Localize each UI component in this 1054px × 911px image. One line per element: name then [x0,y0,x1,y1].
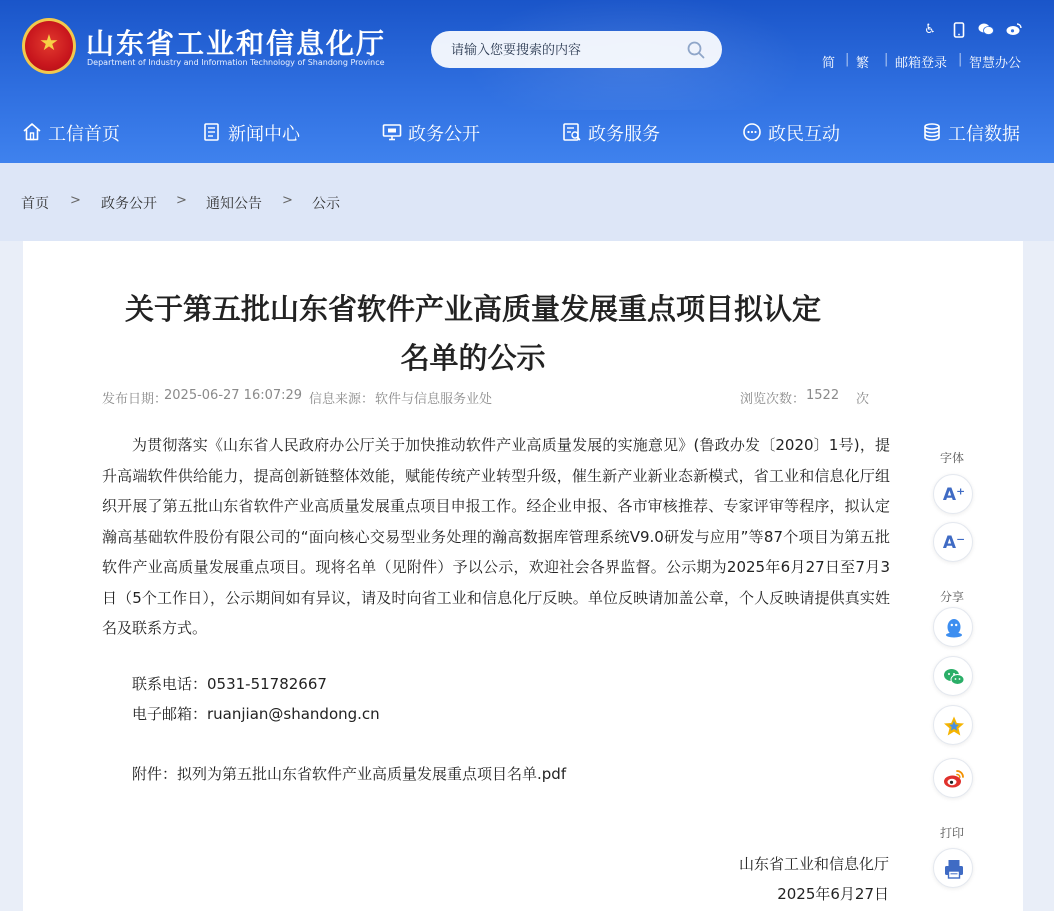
print-label: 打印 [940,826,965,840]
separator: | [958,52,963,67]
site-subtitle: Department of Industry and Information Technology of Shandong Province [87,58,385,67]
news-icon [202,122,222,142]
simplified-chinese-link[interactable]: 简 [822,56,836,71]
database-icon [922,122,942,142]
wechat-icon[interactable] [978,22,994,38]
article-body: 为贯彻落实《山东省人民政府办公厅关于加快推动软件产业高质量发展的实施意见》(鲁政办发〔2020〕1号)，提升高端软件供给能力，提高创新链整体效能，赋能传统产业转型升级，催生新产业新业态新模式，省工业和信息化厅组织开展了第五批山东省软件产业高质量发展重点项目申报工作。经企业申报、各市审核推荐、专家评审等程序，拟认定瀚高基础软件股份有限公司的“面向核心交易型业务处理的瀚高数据库管理系统V9.0研发与应用”等87个项目为第五批软件产业高质量发展重点项目。现将名单（见附件）予以公示，欢迎社会各界监督。公示期为2025年6月27日至7月3日（5个工作日），公示期间如有异议，请及时向省工业和信息化厅反映。单位反映请加盖公章，个人反映请提供真实姓名及联系方式。 [102,436,890,637]
monitor-icon [382,122,402,142]
site-header [0,0,1054,163]
weibo-icon [943,768,965,790]
qq-icon [943,617,965,639]
share-qq-button[interactable] [933,607,973,647]
font-decrease-icon: A⁻ [942,533,966,553]
attachment-link[interactable]: 附件：拟列为第五批山东省软件产业高质量发展重点项目名单.pdf [132,765,567,783]
breadcrumb-separator: > [282,193,293,208]
national-emblem-logo[interactable] [22,18,76,74]
share-weibo-button[interactable] [933,758,973,798]
mail-login-link[interactable]: 邮箱登录 [895,56,948,71]
font-increase-button[interactable] [933,474,973,514]
star-favorite-icon [943,715,965,737]
font-increase-icon: A⁺ [942,485,966,505]
search-icon[interactable] [686,40,706,60]
site-title[interactable]: 山东省工业和信息化厅 [86,27,387,60]
article-panel [23,241,1023,911]
search-input[interactable] [451,39,681,61]
share-label: 分享 [940,590,965,604]
mobile-icon[interactable] [951,22,967,38]
article-title [93,285,853,383]
font-decrease-button[interactable] [933,522,973,562]
publish-date-label: 发布日期： [102,392,168,407]
nav-item-label: 新闻中心 [228,124,300,145]
article-title-line: 关于第五批山东省软件产业高质量发展重点项目拟认定 [124,292,821,326]
signature-organization: 山东省工业和信息化厅 [738,855,889,873]
printer-icon [943,858,965,880]
breadcrumb-government-affairs[interactable]: 政务公开 [101,196,157,212]
wechat-icon [943,666,965,688]
font-size-label: 字体 [940,451,965,465]
article-title-line: 名单的公示 [400,341,546,375]
nav-item-label: 工信首页 [48,124,120,145]
separator: | [884,52,889,67]
nav-item-label: 政民互动 [768,124,840,145]
nav-item-label: 工信数据 [948,124,1020,145]
breadcrumb-home[interactable]: 首页 [21,196,49,212]
breadcrumb-notices[interactable]: 通知公告 [206,196,262,212]
main-nav [0,113,1054,153]
contact-phone: 联系电话：0531-51782667 [132,675,327,693]
breadcrumb [0,163,1054,241]
nav-item-label: 政务公开 [408,124,480,145]
views-unit: 次 [856,392,870,407]
signature-date: 2025年6月27日 [777,885,889,903]
print-button[interactable] [933,848,973,888]
views-label: 浏览次数： [740,392,806,407]
utility-links [822,52,1032,70]
share-wechat-button[interactable] [933,656,973,696]
contact-email: 电子邮箱：ruanjian@shandong.cn [132,705,380,723]
service-icon [562,122,582,142]
nav-item-label: 政务服务 [588,124,660,145]
star-icon: ★ [39,31,59,56]
traditional-chinese-link[interactable]: 繁 [856,56,870,71]
smart-office-link[interactable]: 智慧办公 [969,56,1022,71]
weibo-icon[interactable] [1006,22,1022,38]
accessibility-icon[interactable]: ♿ [924,22,936,37]
separator: | [845,52,850,67]
search-box [431,31,722,68]
publish-date: 2025-06-27 16:07:29 [164,388,303,403]
views-count: 1522 [806,388,840,403]
utility-icons [922,22,1026,40]
chat-icon [742,122,762,142]
source-label: 信息来源： [309,392,375,407]
breadcrumb-separator: > [70,193,81,208]
home-icon [22,122,42,142]
source: 软件与信息服务业处 [375,392,493,407]
breadcrumb-separator: > [176,193,187,208]
share-favorite-button[interactable] [933,705,973,745]
breadcrumb-publicity[interactable]: 公示 [312,196,340,212]
